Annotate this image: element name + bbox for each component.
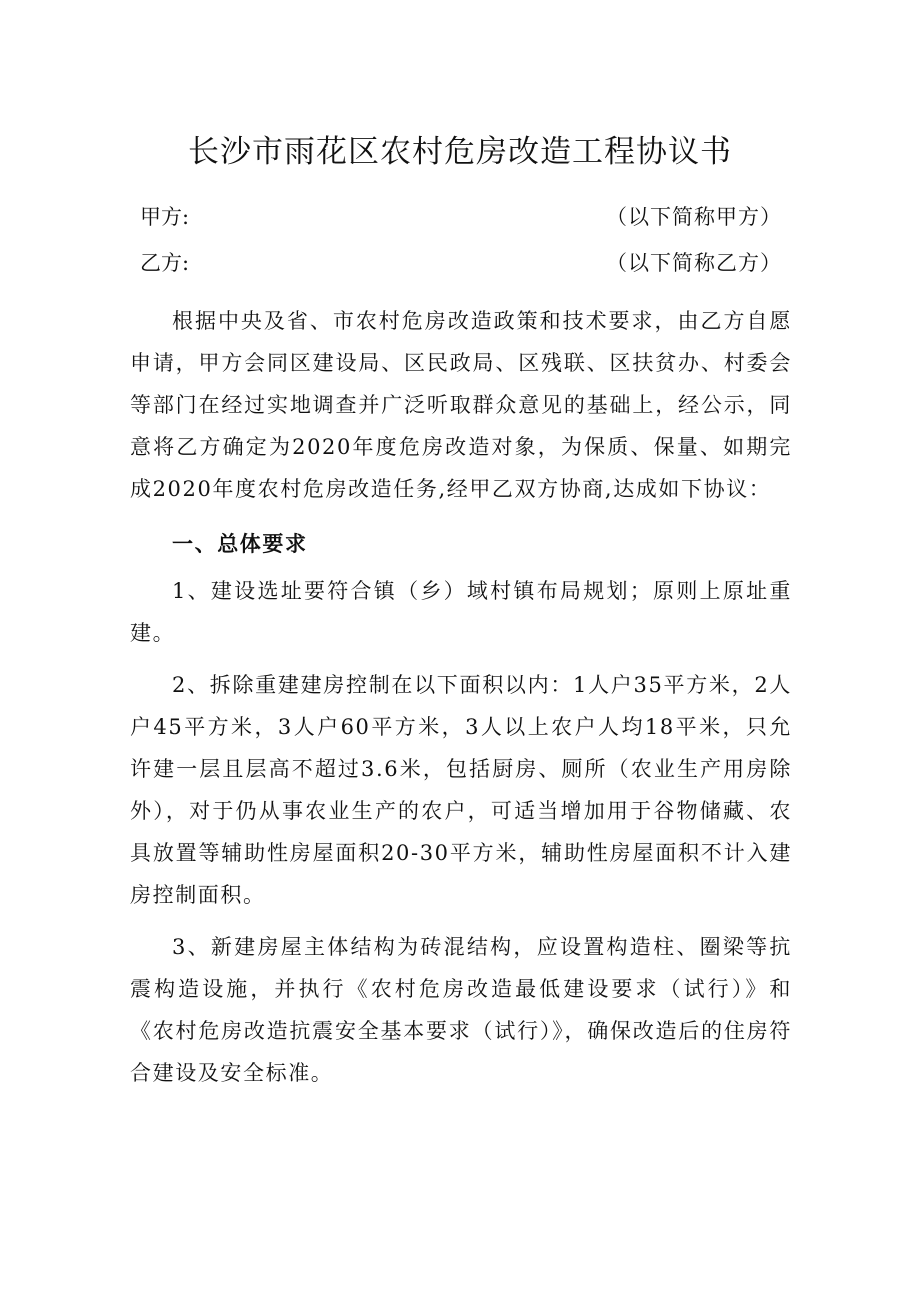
document-title: 长沙市雨花区农村危房改造工程协议书 — [188, 134, 732, 170]
document-body — [130, 300, 792, 1104]
party-b-row — [132, 244, 792, 282]
party-a-row — [132, 198, 792, 236]
requirement-item-2: 2、拆除重建建房控制在以下面积以内：1人户35平方米，2人户45平方米，3人户60平方米，3人以上农户人均18平米，只允许建一层且层高不超过3.6米，包括厨房、厕所（农业生产用房除外），对于仍从事农业生产的农户，可适当增加用于谷物储藏、农具放置等辅助性房屋面积20-30平方米，辅助性房屋面积不计入建房控制面积。 — [130, 673, 792, 907]
party-b-note: （以下简称乙方） — [606, 251, 782, 275]
section-heading-general-requirements: 一、总体要求 — [172, 532, 308, 556]
party-a-note: （以下简称甲方） — [606, 205, 782, 229]
intro-paragraph: 根据中央及省、市农村危房改造政策和技术要求，由乙方自愿申请，甲方会同区建设局、区民政局、区残联、区扶贫办、村委会等部门在经过实地调查并广泛听取群众意见的基础上，经公示，同意将乙方确定为2020年度危房改造对象，为保质、保量、如期完成2020年度农村危房改造任务,经甲乙双方协商,达成如下协议： — [130, 309, 792, 501]
party-a-label: 甲方: — [140, 205, 190, 229]
requirement-item-3: 3、新建房屋主体结构为砖混结构，应设置构造柱、圈梁等抗震构造设施，并执行《农村危房改造最低建设要求（试行）》和《农村危房改造抗震安全基本要求（试行）》，确保改造后的住房符合建设及安全标准。 — [130, 935, 792, 1085]
party-b-label: 乙方: — [140, 251, 190, 275]
requirement-item-1: 1、建设选址要符合镇（乡）域村镇布局规划；原则上原址重建。 — [130, 579, 792, 645]
